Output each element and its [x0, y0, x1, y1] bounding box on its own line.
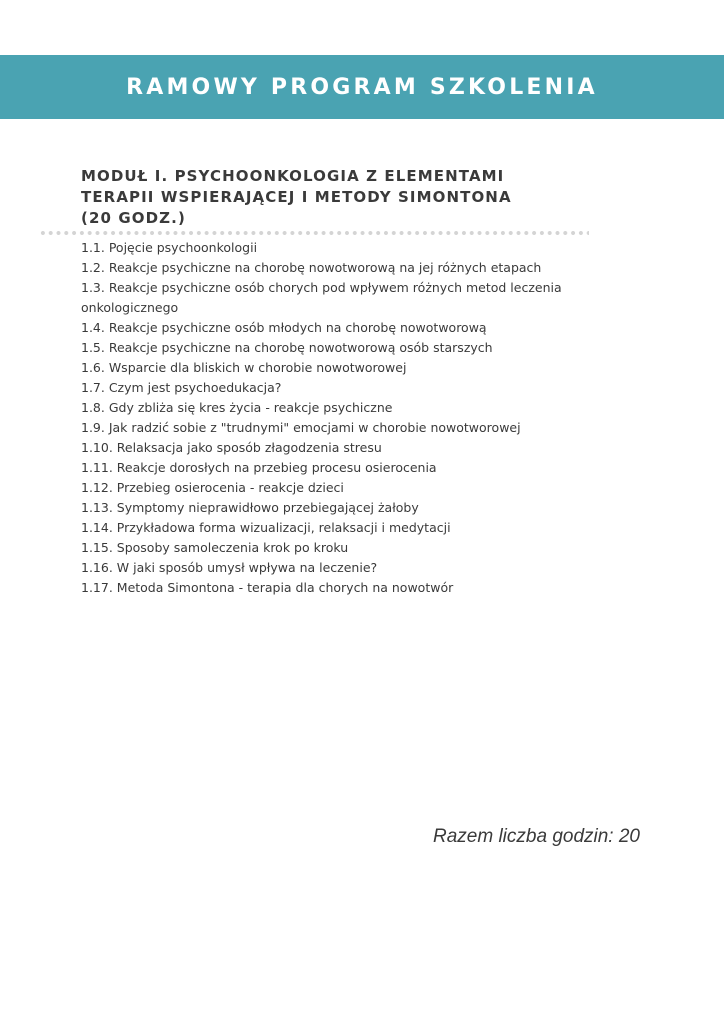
- topic-item-1-12: 1.12. Przebieg osierocenia - reakcje dzieci: [81, 480, 344, 495]
- topic-item-1-2: 1.2. Reakcje psychiczne na chorobę nowotworową na jej różnych etapach: [81, 260, 542, 275]
- topic-item-1-7: 1.7. Czym jest psychoedukacja?: [81, 380, 282, 395]
- topic-item-1-15: 1.15. Sposoby samoleczenia krok po kroku: [81, 540, 349, 555]
- topic-item-1-14: 1.14. Przykładowa forma wizualizacji, relaksacji i medytacji: [81, 520, 451, 535]
- topic-item-1-10: 1.10. Relaksacja jako sposób złagodzenia stresu: [81, 440, 382, 455]
- topic-item-1-4: 1.4. Reakcje psychiczne osób młodych na chorobę nowotworową: [81, 320, 487, 335]
- topic-item-1-13: 1.13. Symptomy nieprawidłowo przebiegającej żałoby: [81, 500, 419, 515]
- dotted-divider: [39, 230, 589, 236]
- topic-item-1-3: 1.3. Reakcje psychiczne osób chorych pod wpływem różnych metod leczenia onkologicznego: [81, 280, 562, 315]
- module-title: [81, 166, 601, 229]
- topic-item-1-17: 1.17. Metoda Simontona - terapia dla chorych na nowotwór: [81, 580, 454, 595]
- header-banner: [0, 55, 724, 119]
- topic-item-1-9: 1.9. Jak radzić sobie z "trudnymi" emocjami w chorobie nowotworowej: [81, 420, 521, 435]
- topic-list: [81, 238, 601, 598]
- page-title: RAMOWY PROGRAM SZKOLENIA: [126, 74, 598, 100]
- module-title-line-2: TERAPII WSPIERAJĄCEJ I METODY SIMONTONA: [81, 188, 512, 206]
- total-hours: Razem liczba godzin: 20: [433, 826, 640, 847]
- topic-item-1-5: 1.5. Reakcje psychiczne na chorobę nowotworową osób starszych: [81, 340, 493, 355]
- module-title-line-1: MODUŁ I. PSYCHOONKOLOGIA Z ELEMENTAMI: [81, 167, 505, 185]
- topic-item-1-6: 1.6. Wsparcie dla bliskich w chorobie nowotworowej: [81, 360, 407, 375]
- topic-item-1-11: 1.11. Reakcje dorosłych na przebieg procesu osierocenia: [81, 460, 437, 475]
- topic-item-1-8: 1.8. Gdy zbliża się kres życia - reakcje psychiczne: [81, 400, 393, 415]
- topic-item-1-16: 1.16. W jaki sposób umysł wpływa na leczenie?: [81, 560, 378, 575]
- module-title-line-3: (20 GODZ.): [81, 209, 186, 227]
- topic-item-1-1: 1.1. Pojęcie psychoonkologii: [81, 240, 258, 255]
- module-heading: [81, 166, 601, 229]
